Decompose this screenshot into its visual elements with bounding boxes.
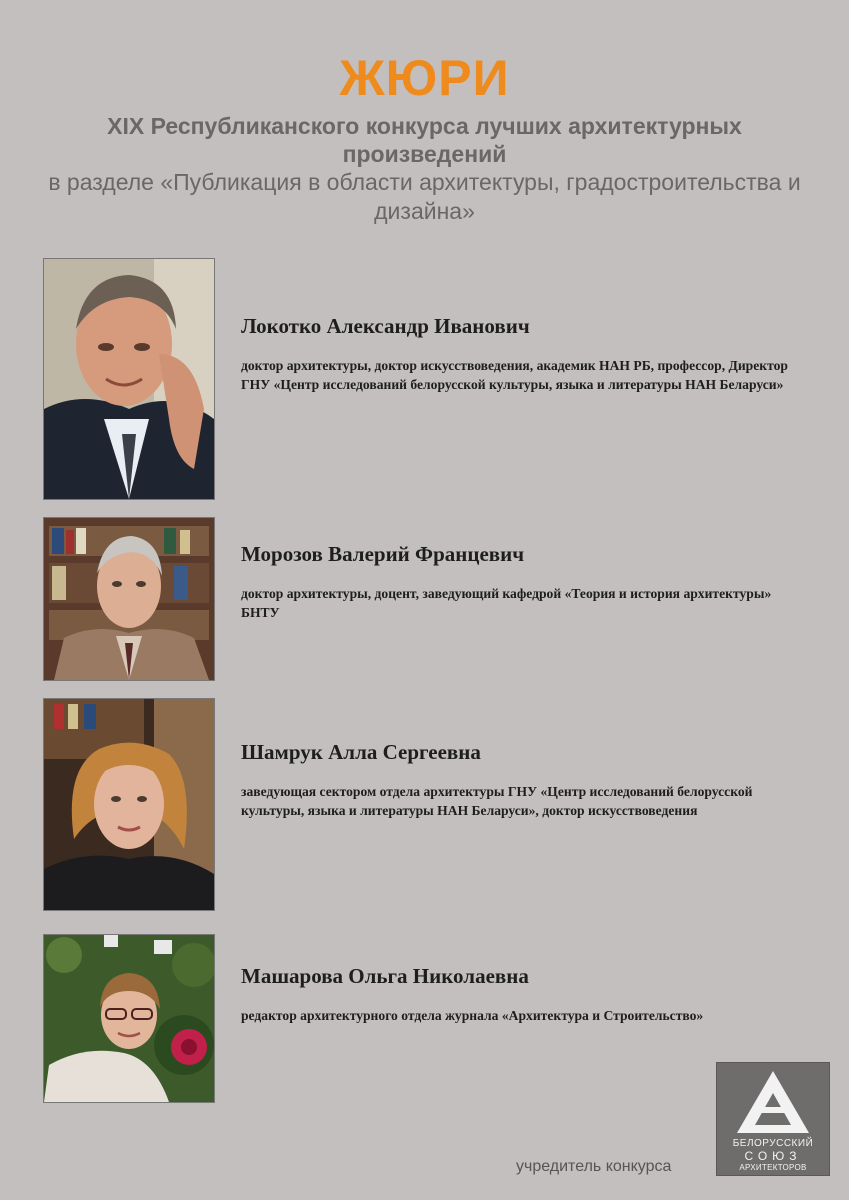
founder-label: учредитель конкурса [516,1158,672,1175]
member-description: доктор архитектуры, доктор искусствоведения, академик НАН РБ, профессор, Директор ГНУ «Центр исследований белорусской культуры, языка и литературы НАН Беларуси» [241,358,788,392]
section-subtitle: в разделе «Публикация в области архитектуры, градостроительства и дизайна» [48,169,801,224]
member-info [241,964,801,1025]
union-logo [716,1062,830,1176]
portrait-photo [43,698,215,911]
member-description: доктор архитектуры, доцент, заведующий кафедрой «Теория и история архитектуры» БНТУ [241,586,772,620]
member-name: Локотко Александр Иванович [241,314,530,338]
logo-text-line3: АРХИТЕКТОРОВ [739,1163,807,1172]
member-info [241,314,801,394]
page-title: ЖЮРИ [339,50,510,106]
member-description: заведующая сектором отдела архитектуры ГНУ «Центр исследований белорусской культуры, языка и литературы НАН Беларуси», доктор искусствоведения [241,784,753,818]
portrait-photo [43,517,215,681]
member-description: редактор архитектурного отдела журнала «Архитектура и Строительство» [241,1008,704,1023]
member-name: Шамрук Алла Сергеевна [241,740,481,764]
logo-text-line2: СОЮЗ [744,1149,802,1163]
member-name: Морозов Валерий Францевич [241,542,525,566]
member-info [241,542,801,622]
portrait-photo [43,258,215,500]
logo-text-line1: БЕЛОРУССКИЙ [732,1138,814,1149]
member-name: Машарова Ольга Николаевна [241,964,529,988]
member-info [241,740,801,820]
portrait-photo [43,934,215,1103]
header [0,52,849,226]
contest-subtitle: XIX Республиканского конкурса лучших архитектурных произведений [107,113,742,167]
